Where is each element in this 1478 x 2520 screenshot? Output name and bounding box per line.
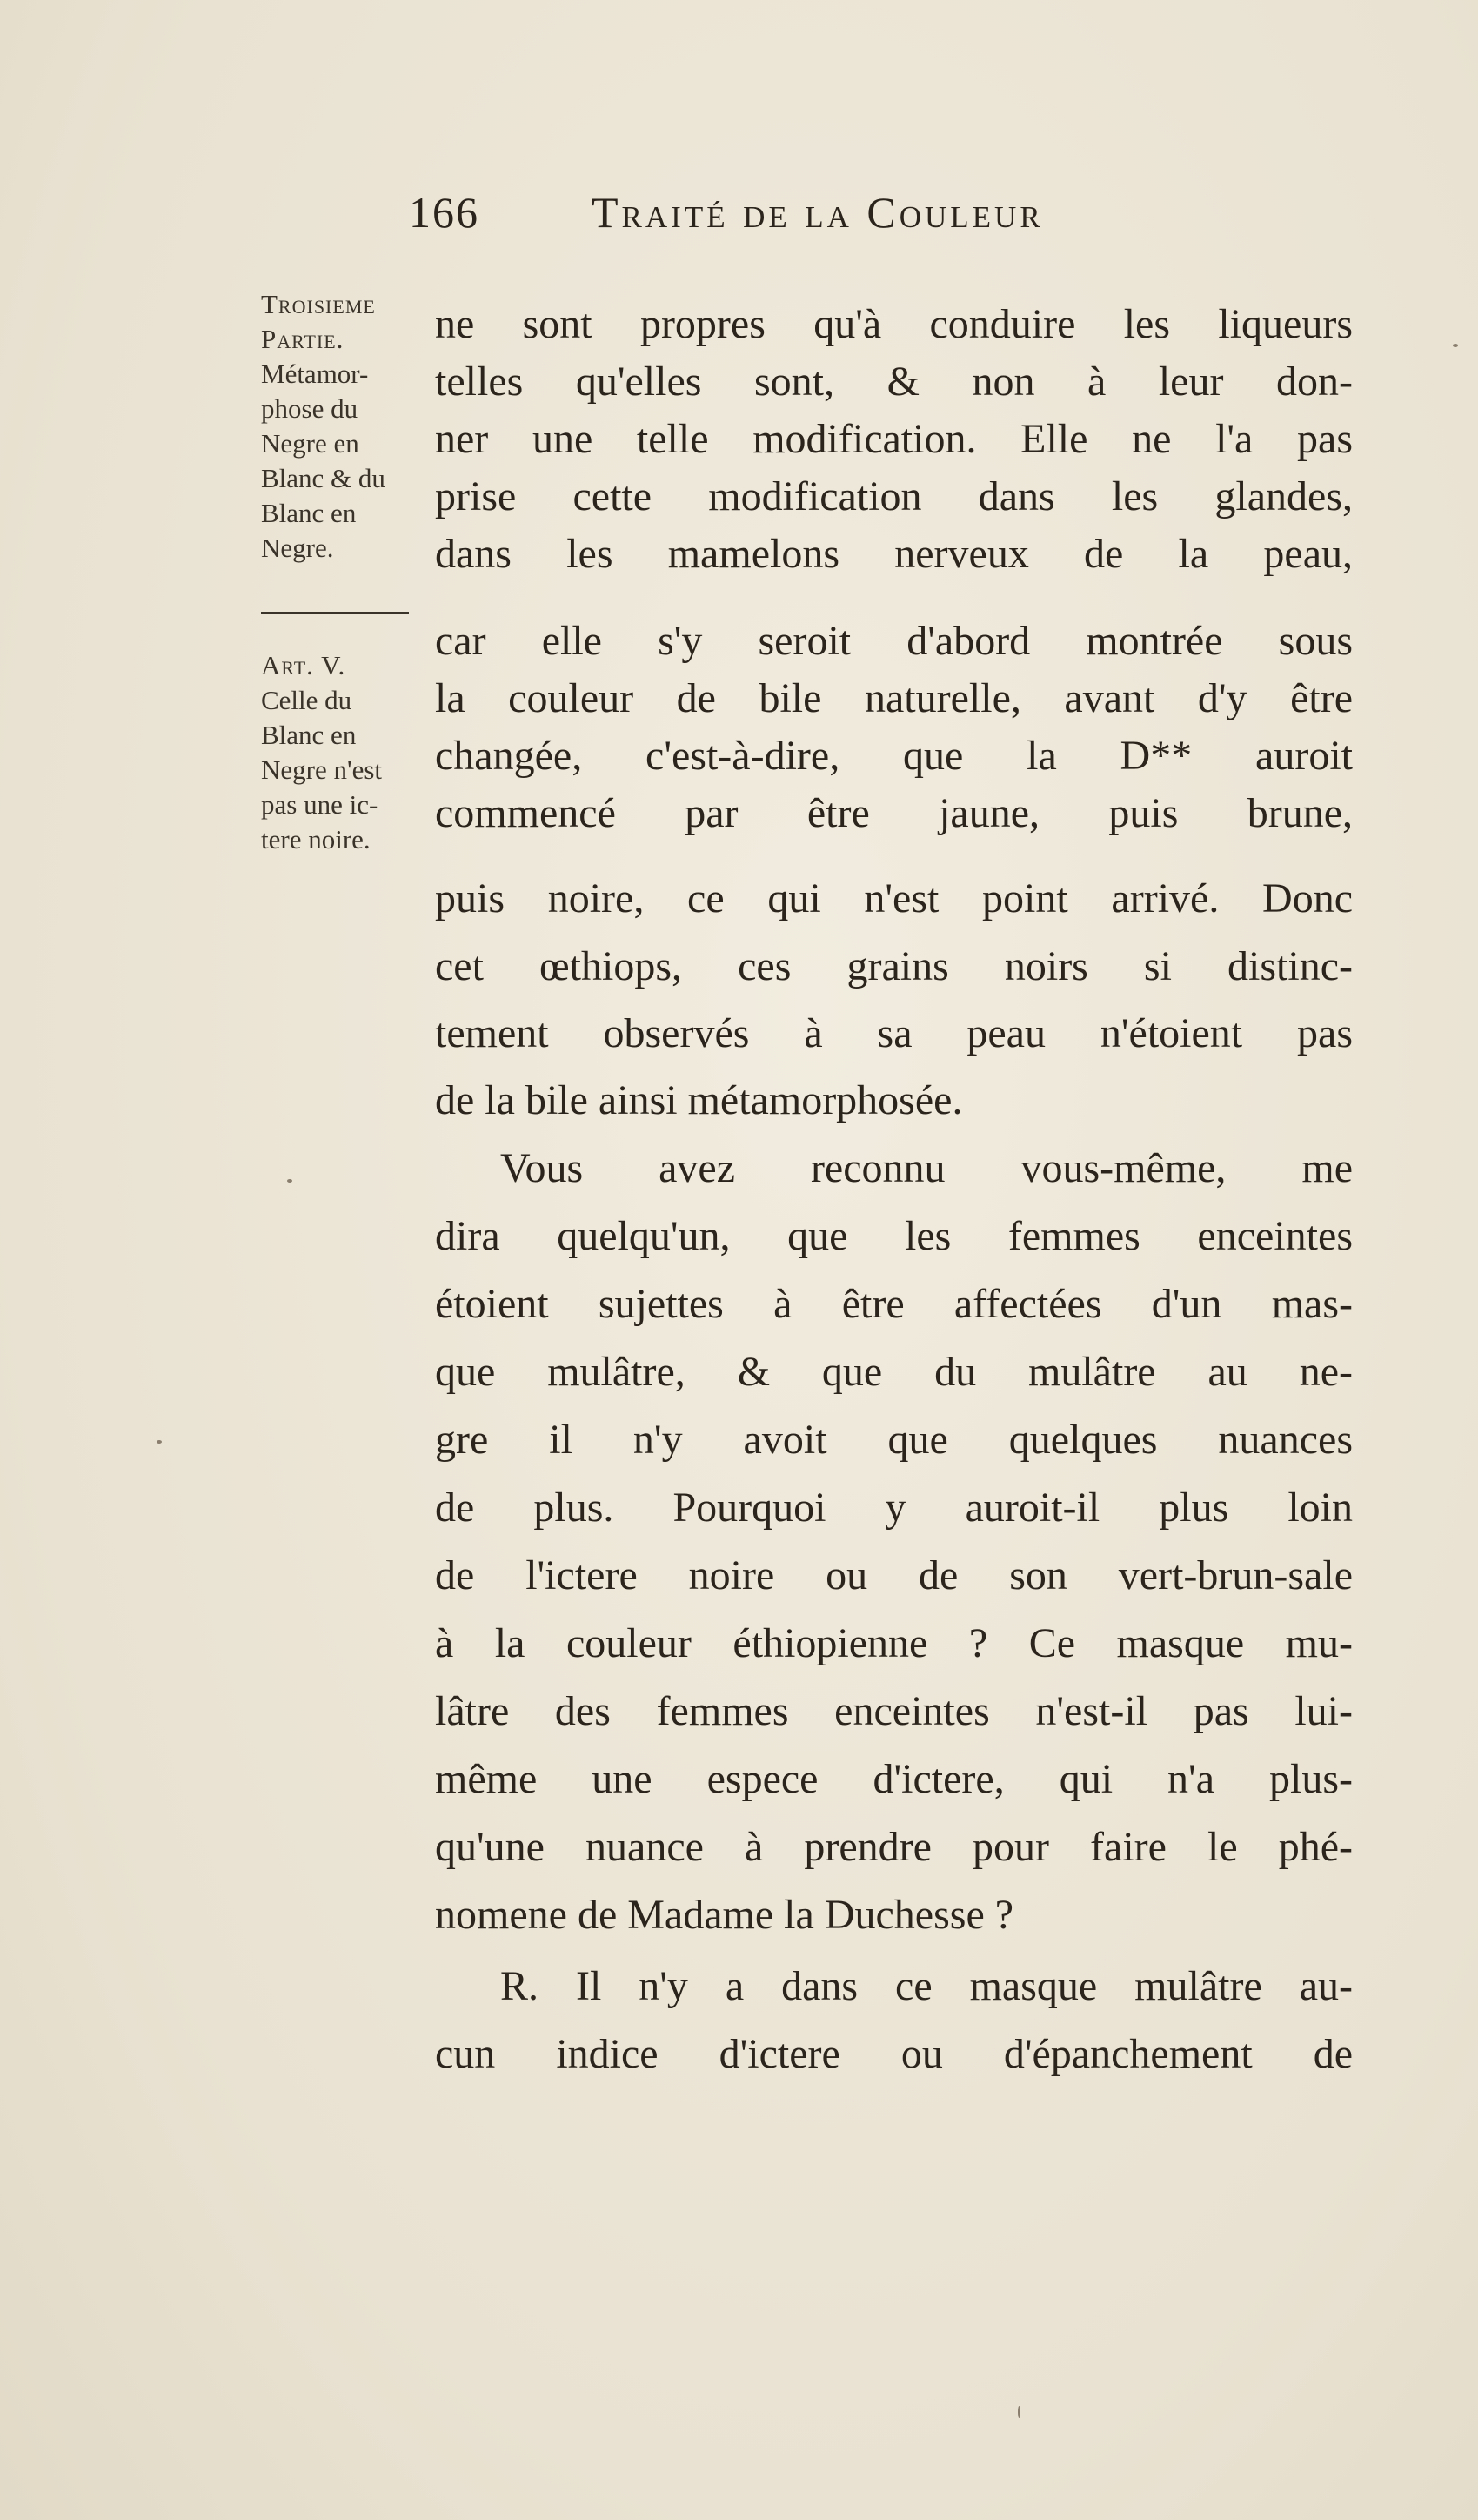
body-line: tement observés à sa peau n'étoient pas bbox=[435, 1010, 1353, 1056]
page-number: 166 bbox=[409, 188, 479, 237]
body-line: de plus. Pourquoi y auroit-il plus loin bbox=[435, 1485, 1353, 1531]
article-label: Art. V. bbox=[261, 650, 346, 680]
paper-speck bbox=[287, 1179, 292, 1183]
note2-line-5: tere noire. bbox=[261, 824, 371, 855]
body-line: de la bile ainsi métamorphosée. bbox=[435, 1077, 963, 1123]
body-line: gre il n'y avoit que quelques nuances bbox=[435, 1417, 1353, 1463]
body-line: changée, c'est-à-dire, que la D** auroit bbox=[435, 733, 1353, 779]
body-line: lâtre des femmes enceintes n'est-il pas lui- bbox=[435, 1688, 1353, 1734]
note1-line-4: Blanc & du bbox=[261, 463, 385, 493]
note2-line-3: Negre n'est bbox=[261, 754, 383, 785]
body-line: telles qu'elles sont, & non à leur don- bbox=[435, 359, 1353, 405]
note1-line-1: Métamor- bbox=[261, 359, 369, 389]
marginal-rule bbox=[261, 612, 409, 614]
note2-line-1: Celle du bbox=[261, 685, 352, 715]
note1-line-6: Negre. bbox=[261, 533, 334, 563]
note1-line-3: Negre en bbox=[261, 428, 359, 459]
body-line: ne sont propres qu'à conduire les liqueurs bbox=[435, 301, 1353, 347]
paper-speck bbox=[157, 1440, 162, 1444]
note2-line-2: Blanc en bbox=[261, 720, 357, 750]
body-line: nomene de Madame la Duchesse ? bbox=[435, 1892, 1014, 1938]
body-line: à la couleur éthiopienne ? Ce masque mu- bbox=[435, 1620, 1353, 1666]
body-line: R. Il n'y a dans ce masque mulâtre au- bbox=[500, 1963, 1353, 2009]
body-line: étoient sujettes à être affectées d'un mas- bbox=[435, 1281, 1353, 1327]
body-line: cet œthiops, ces grains noirs si distinc- bbox=[435, 943, 1353, 989]
body-line: que mulâtre, & que du mulâtre au ne- bbox=[435, 1349, 1353, 1395]
part-label-1: Troisieme bbox=[261, 289, 376, 319]
body-line: dans les mamelons nerveux de la peau, bbox=[435, 531, 1353, 577]
note1-line-2: phose du bbox=[261, 393, 358, 424]
body-line: cun indice d'ictere ou d'épanchement de bbox=[435, 2031, 1353, 2077]
paper-speck bbox=[1453, 344, 1458, 347]
body-line: la couleur de bile naturelle, avant d'y être bbox=[435, 675, 1353, 721]
body-line: prise cette modification dans les glandes, bbox=[435, 473, 1353, 519]
body-line: de l'ictere noire ou de son vert-brun-sale bbox=[435, 1552, 1353, 1598]
running-head bbox=[409, 187, 1331, 248]
body-line: qu'une nuance à prendre pour faire le phé- bbox=[435, 1824, 1353, 1870]
body-line: ner une telle modification. Elle ne l'a pas bbox=[435, 416, 1353, 462]
marginal-note-article bbox=[261, 648, 435, 857]
body-line: Vous avez reconnu vous-même, me bbox=[500, 1145, 1353, 1191]
body-line: puis noire, ce qui n'est point arrivé. Donc bbox=[435, 875, 1353, 922]
body-line: dira quelqu'un, que les femmes enceintes bbox=[435, 1213, 1353, 1259]
part-label-2: Partie. bbox=[261, 324, 344, 354]
running-title: Traité de la Couleur bbox=[592, 188, 1044, 237]
marginal-note-metamorphose bbox=[261, 287, 435, 566]
paper-speck bbox=[1018, 2406, 1020, 2418]
note1-line-5: Blanc en bbox=[261, 498, 357, 528]
body-line: car elle s'y seroit d'abord montrée sous bbox=[435, 618, 1353, 664]
body-line: même une espece d'ictere, qui n'a plus- bbox=[435, 1756, 1353, 1802]
body-line: commencé par être jaune, puis brune, bbox=[435, 790, 1353, 836]
note2-line-4: pas une ic- bbox=[261, 789, 378, 820]
